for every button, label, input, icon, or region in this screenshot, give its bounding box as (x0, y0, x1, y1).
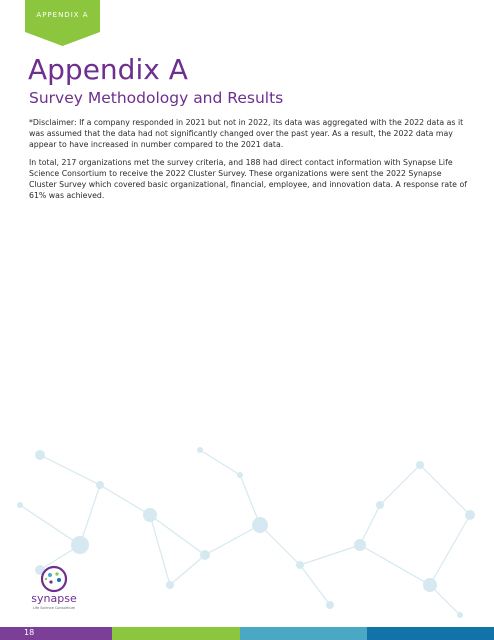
page-number: 18 (24, 628, 35, 637)
disclaimer-paragraph: *Disclaimer: If a company responded in 2021 but not in 2022, its data was aggregated with the 2022 data as it was assumed that the data had not significantly changed over the past year. As a result, the 2022 data may appear to have increased in number compared to the 2021 data. (29, 118, 464, 149)
footer-segment-green (112, 627, 240, 640)
tab-label: APPENDIX A (36, 11, 89, 19)
logo-wordmark: synapse (31, 592, 77, 605)
tab-shape (25, 0, 100, 46)
footer-segment-blue (367, 627, 494, 640)
page-title: Appendix A (28, 53, 188, 86)
footer-color-bar (0, 627, 494, 640)
synapse-logo (24, 565, 94, 615)
synapse-logo-mark (24, 565, 84, 595)
logo-tagline: Life Science Consortium (32, 606, 76, 610)
page-subtitle: Survey Methodology and Results (29, 89, 284, 107)
footer-segment-teal (240, 627, 367, 640)
footer-segment-purple (0, 627, 112, 640)
methodology-paragraph: In total, 217 organizations met the survey criteria, and 188 had direct contact information with Synapse Life Science Consortium to receive the 2022 Cluster Survey. These organizations were sent the 2022 Synapse Cluster Survey which covered basic organizational, financial, employee, and innovation data. A response rate of 61% was achieved. (29, 158, 467, 200)
appendix-tab (25, 0, 100, 46)
